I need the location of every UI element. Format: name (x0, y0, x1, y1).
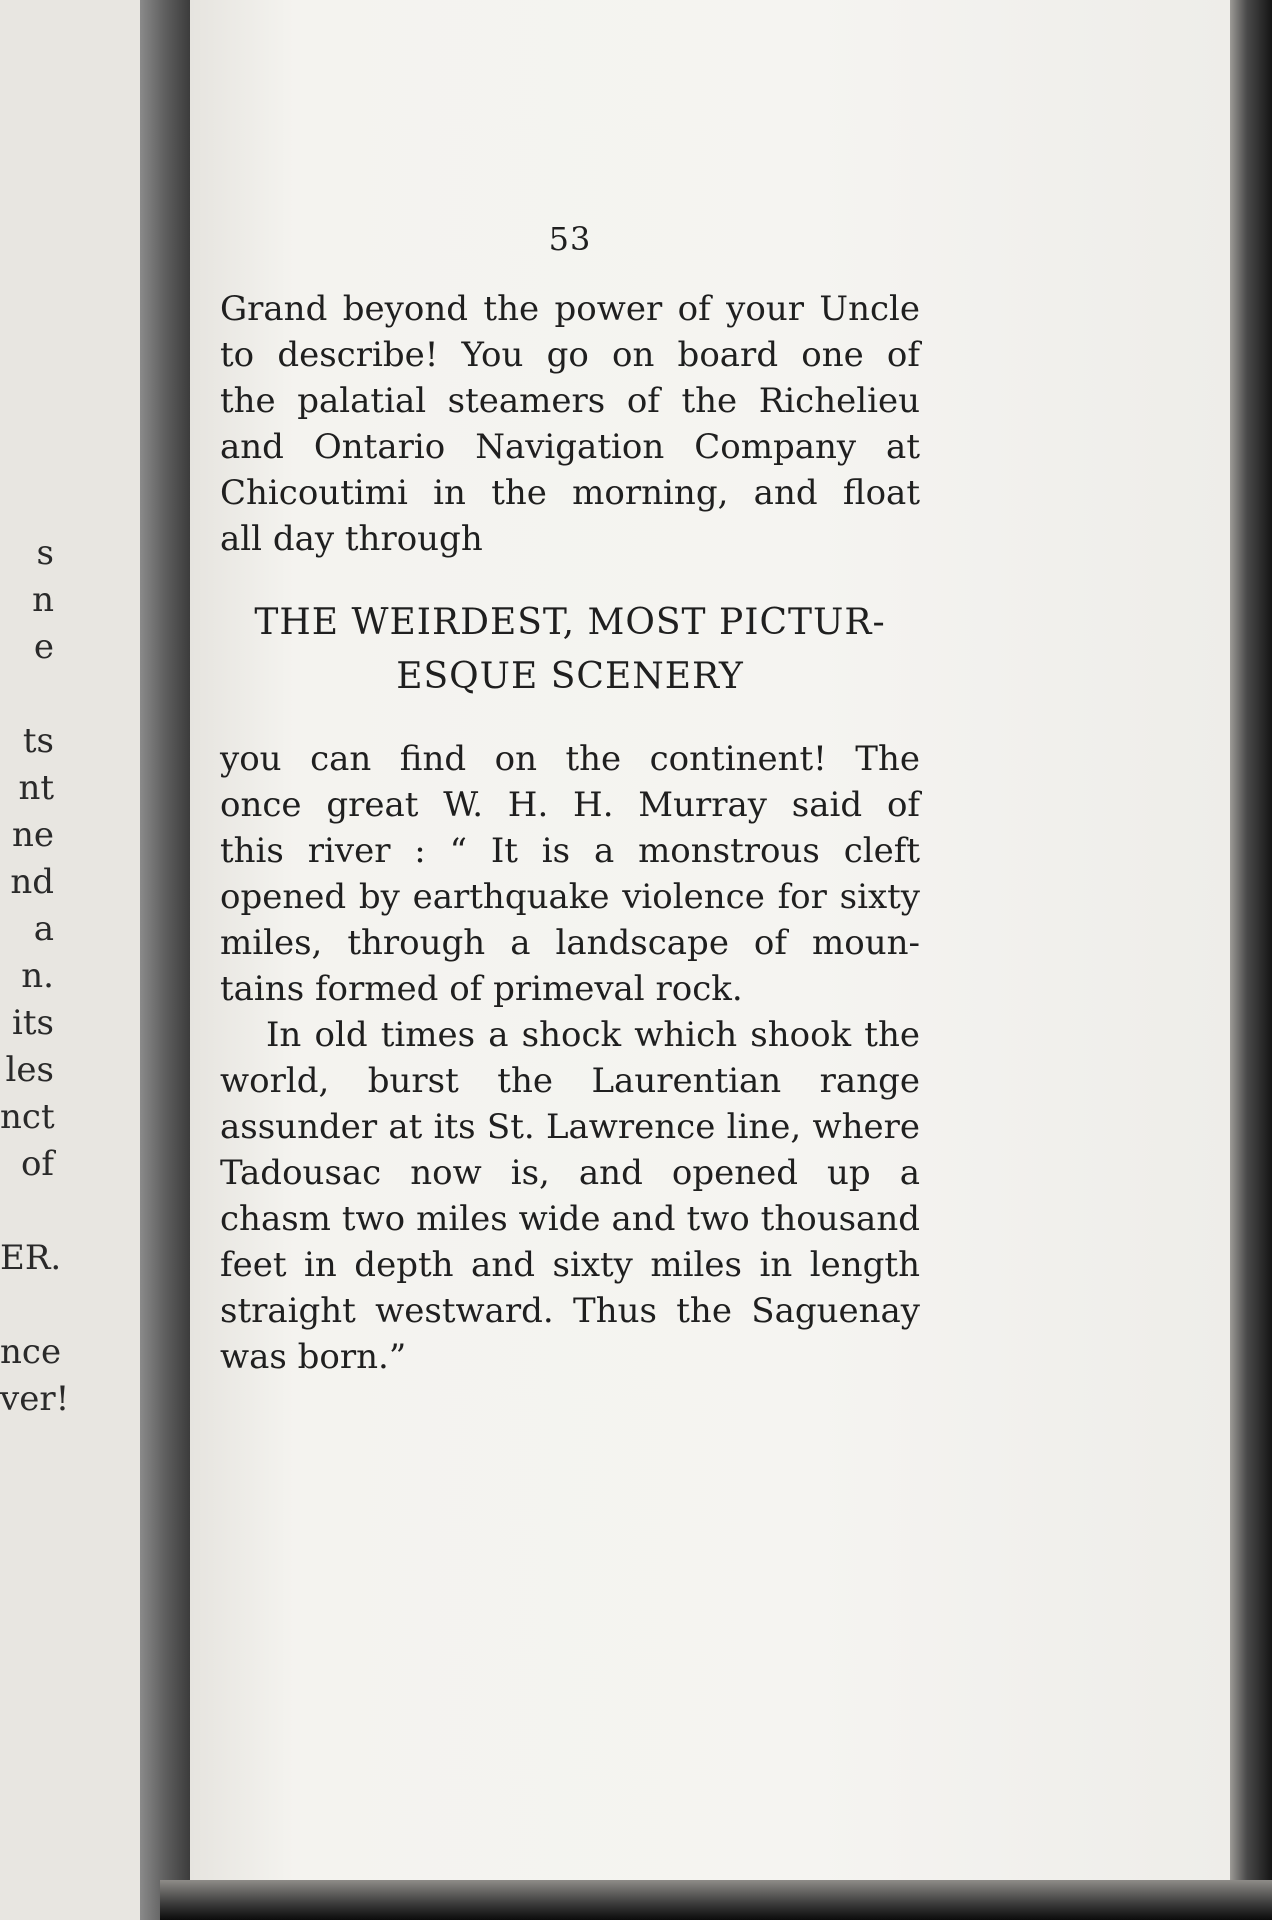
text-line: to describe! You go on board one of (220, 335, 920, 375)
page-edge-bottom (160, 1880, 1272, 1920)
text-line: In old times a shock which shook the (266, 1015, 920, 1055)
left-fragment: ts (22, 721, 54, 761)
text-line: assunder at its St. Lawrence line, where (220, 1107, 920, 1147)
text-line: this river : “ It is a monstrous cleft (220, 831, 920, 871)
left-fragment (0, 1282, 140, 1329)
left-fragment: a (33, 909, 54, 949)
text-line: all day through (220, 519, 483, 559)
left-fragment: ver! (0, 1379, 70, 1419)
left-fragment: nct (0, 1097, 55, 1137)
page-edge-right (1230, 0, 1272, 1920)
text-line: chasm two miles wide and two thousand (220, 1199, 920, 1239)
section-heading (220, 596, 920, 704)
facing-page-left (0, 0, 140, 1920)
text-line: the palatial steamers of the Richelieu (220, 381, 920, 421)
left-fragment: e (33, 627, 54, 667)
text-line: straight westward. Thus the Saguenay (220, 1291, 920, 1331)
page-text-block (220, 220, 920, 1380)
left-fragment (0, 671, 140, 718)
text-line: world, burst the Laurentian range (220, 1061, 920, 1101)
left-fragment: les (5, 1050, 54, 1090)
text-line: tains formed of primeval rock. (220, 969, 743, 1009)
paragraph-1 (220, 286, 920, 562)
left-fragment (0, 1188, 140, 1235)
text-line: Chicoutimi in the morning, and float (220, 473, 920, 513)
paragraph-2 (220, 736, 920, 1012)
heading-line: THE WEIRDEST, MOST PICTUR- (254, 602, 886, 643)
left-fragment: its (12, 1003, 54, 1043)
paragraph-3 (220, 1012, 920, 1380)
left-fragment: nce (0, 1332, 62, 1372)
text-line: once great W. H. H. Murray said of (220, 785, 920, 825)
left-fragment: n (32, 580, 54, 620)
left-fragment: s (36, 533, 54, 573)
text-line: feet in depth and sixty miles in length (220, 1245, 920, 1285)
text-line: miles, through a landscape of moun- (220, 923, 920, 963)
left-fragment: nd (10, 862, 54, 902)
left-fragment: ER. (0, 1238, 62, 1278)
text-line: Grand beyond the power of your Uncle (220, 289, 920, 329)
text-line: Tadousac now is, and opened up a (220, 1153, 920, 1193)
text-line: and Ontario Navigation Company at (220, 427, 920, 467)
text-line: you can find on the continent! The (220, 739, 920, 779)
left-fragment: nt (18, 768, 54, 808)
left-fragment: n. (21, 956, 54, 996)
page-number: 53 (548, 220, 592, 258)
facing-page-text-fragments (0, 530, 140, 1423)
left-fragment: of (20, 1144, 54, 1184)
heading-line: ESQUE SCENERY (396, 656, 744, 697)
text-line: was born.” (220, 1337, 407, 1377)
left-fragment: ne (11, 815, 54, 855)
text-line: opened by earthquake violence for sixty (220, 877, 920, 917)
